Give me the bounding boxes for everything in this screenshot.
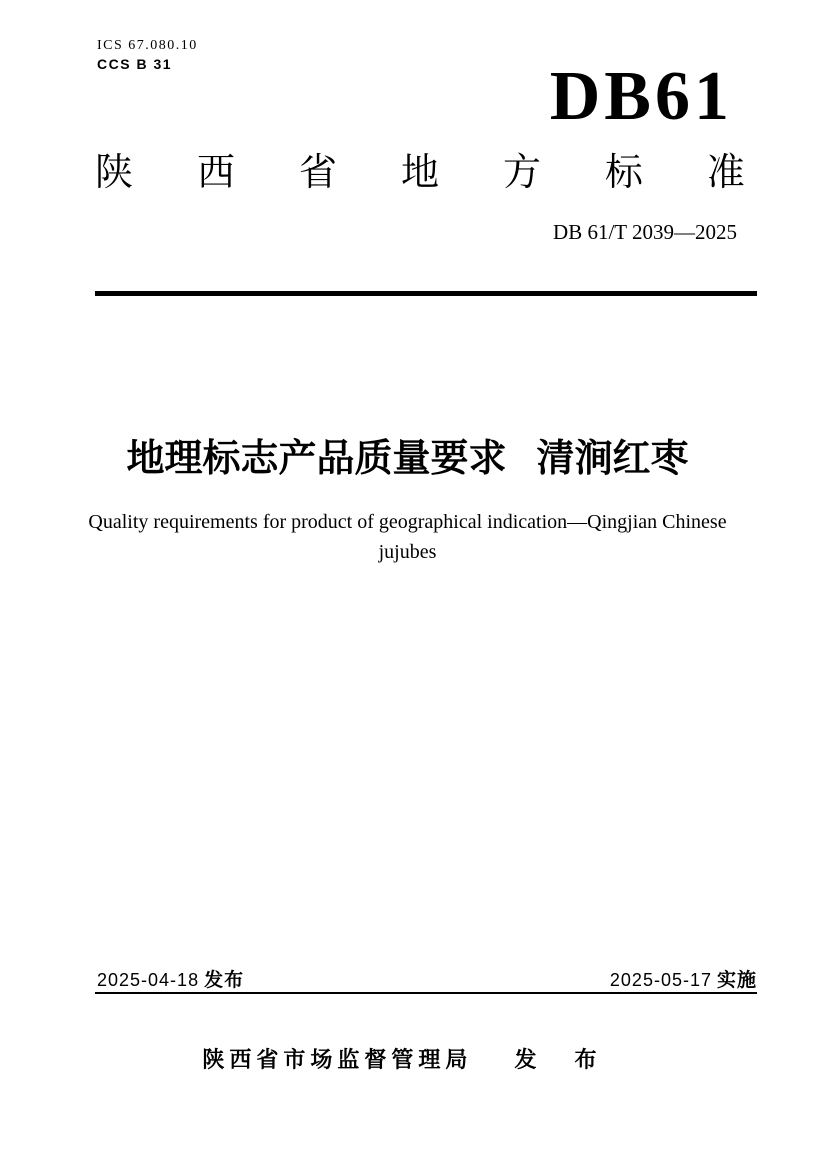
title-chinese-product: 清涧红枣 — [536, 438, 689, 480]
publisher-name: 陕西省市场监督管理局 — [202, 1047, 473, 1072]
standard-name — [95, 152, 745, 196]
classification-codes — [97, 36, 198, 74]
issue-date-group — [97, 969, 244, 992]
title-english-line2: jujubes — [378, 541, 437, 563]
title-chinese-main: 地理标志产品质量要求 — [126, 438, 507, 480]
standard-name-char: 准 — [706, 152, 745, 194]
standard-name-char: 方 — [502, 152, 541, 194]
implementation-date-group — [610, 969, 757, 992]
db61-logo: DB61 — [549, 58, 733, 135]
implementation-date-label: 实施 — [716, 970, 757, 991]
standard-name-char: 地 — [400, 152, 439, 194]
issue-date-label: 发布 — [204, 970, 245, 991]
issue-date: 2025-04-18 — [97, 970, 200, 990]
standard-name-char: 西 — [196, 152, 235, 194]
footer-rule — [95, 992, 757, 994]
standard-name-char: 省 — [298, 152, 337, 194]
title-english — [0, 507, 815, 567]
title-chinese — [0, 437, 815, 483]
publisher-issue-label: 发 布 — [514, 1047, 613, 1072]
ics-code: ICS 67.080.10 — [97, 38, 198, 53]
publisher-row — [0, 1047, 815, 1073]
header-rule — [95, 291, 757, 296]
title-english-line1: Quality requirements for product of geographical indication—Qingjian Chinese — [88, 511, 727, 533]
ccs-code: CCS B 31 — [97, 56, 173, 72]
footer-dates — [97, 969, 757, 992]
standard-name-char: 标 — [604, 152, 643, 194]
standard-name-char: 陕 — [95, 152, 134, 194]
implementation-date: 2025-05-17 — [609, 970, 712, 990]
document-number: DB 61/T 2039—2025 — [553, 220, 737, 244]
